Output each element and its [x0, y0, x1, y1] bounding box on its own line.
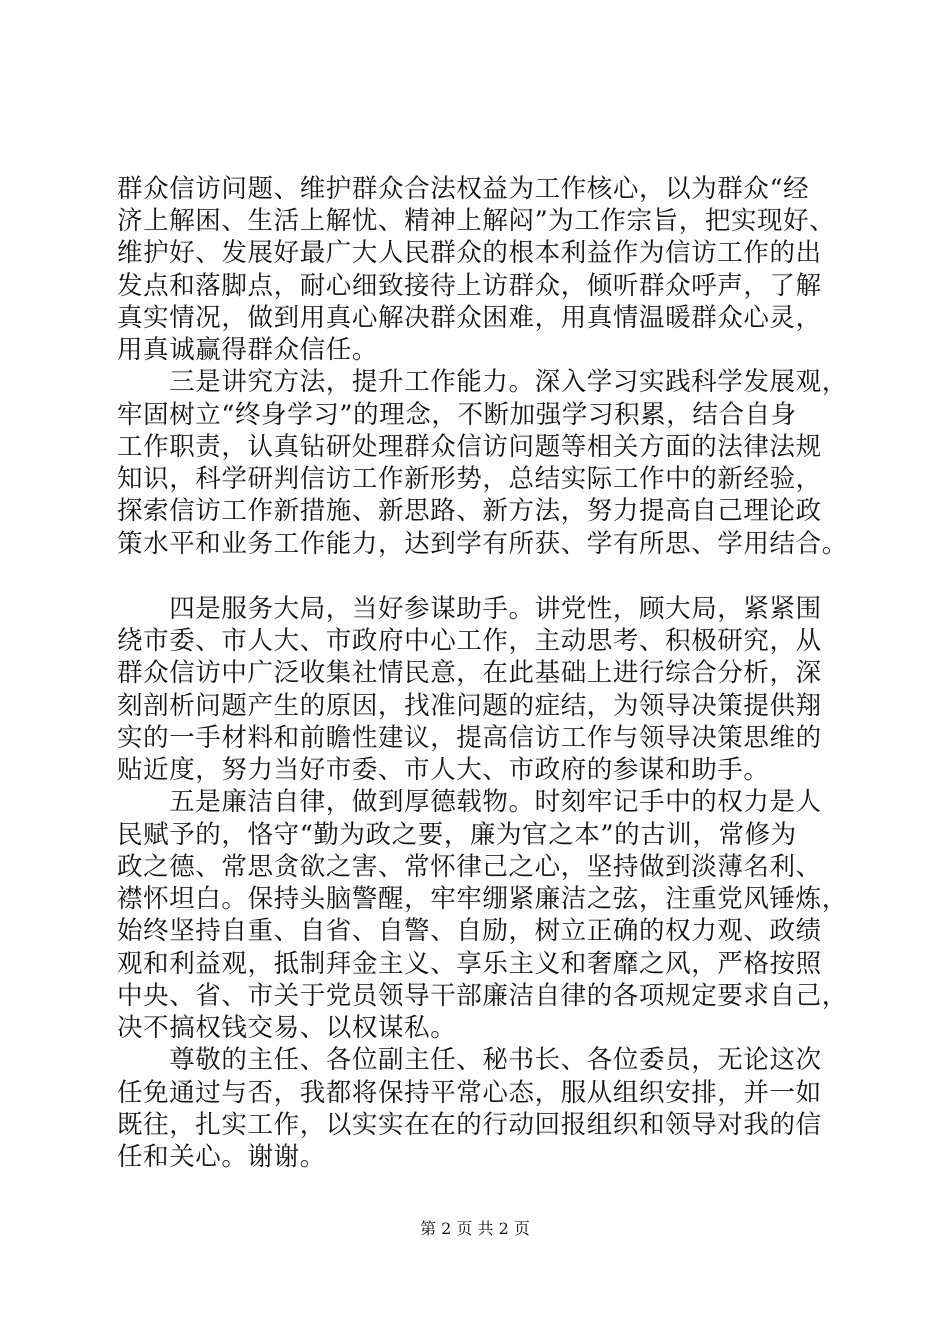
- body-line: 策水平和业务工作能力，达到学有所获、学有所思、学用结合。: [117, 529, 848, 559]
- body-line: 中央、省、市关于党员领导干部廉洁自律的各项规定要求自己，: [117, 981, 848, 1011]
- body-line: 用真诚赢得群众信任。: [117, 335, 379, 365]
- body-line: 真实情况，做到用真心解决群众困难，用真情温暖群众心灵，: [117, 303, 822, 333]
- body-line: 维护好、发展好最广大人民群众的根本利益作为信访工作的出: [117, 238, 822, 268]
- body-line: 五是廉洁自律，做到厚德载物。时刻牢记手中的权力是人: [117, 787, 822, 817]
- body-line: 任免通过与否，我都将保持平常心态，服从组织安排，并一如: [117, 1078, 822, 1108]
- body-line: 任和关心。谢谢。: [117, 1142, 326, 1172]
- body-line: 决不搞权钱交易、以权谋私。: [117, 1013, 457, 1043]
- body-line: 发点和落脚点，耐心细致接待上访群众，倾听群众呼声，了解: [117, 271, 822, 301]
- body-line: 群众信访中广泛收集社情民意，在此基础上进行综合分析，深: [117, 658, 822, 688]
- body-line: 探索信访工作新措施、新思路、新方法，努力提高自己理论政: [117, 496, 822, 526]
- body-line: 实的一手材料和前瞻性建议，提高信访工作与领导决策思维的: [117, 723, 822, 753]
- body-line: 尊敬的主任、各位副主任、秘书长、各位委员，无论这次: [117, 1045, 822, 1075]
- body-line: 绕市委、市人大、市政府中心工作，主动思考、积极研究，从: [117, 626, 822, 656]
- body-line: 既往，扎实工作，以实实在在的行动回报组织和领导对我的信: [117, 1110, 822, 1140]
- body-line: 刻剖析问题产生的原因，找准问题的症结，为领导决策提供翔: [117, 691, 822, 721]
- body-line: 牢固树立“终身学习”的理念，不断加强学习积累，结合自身: [117, 400, 797, 430]
- body-line: 贴近度，努力当好市委、市人大、市政府的参谋和助手。: [117, 755, 770, 785]
- body-line: 观和利益观，抵制拜金主义、享乐主义和奢靡之风，严格按照: [117, 949, 822, 979]
- body-line: 济上解困、生活上解忧、精神上解闷”为工作宗旨，把实现好、: [117, 206, 836, 236]
- body-line: 政之德、常思贪欲之害、常怀律己之心，坚持做到淡薄名利、: [117, 852, 822, 882]
- body-line: 群众信访问题、维护群众合法权益为工作核心，以为群众“经: [117, 174, 810, 204]
- page-footer: 第 2 页 共 2 页: [420, 1219, 530, 1238]
- body-line: 知识，科学研判信访工作新形势，总结实际工作中的新经验，: [117, 464, 822, 494]
- body-line: 民赋予的，恪守“勤为政之要，廉为官之本”的古训，常修为: [117, 820, 797, 850]
- body-line: 三是讲究方法，提升工作能力。深入学习实践科学发展观，: [117, 367, 848, 397]
- body-line: 始终坚持自重、自省、自警、自励，树立正确的权力观、政绩: [117, 916, 822, 946]
- body-line: 襟怀坦白。保持头脑警醒，牢牢绷紧廉洁之弦，注重党风锤炼，: [117, 884, 848, 914]
- body-line: 工作职责，认真钻研处理群众信访问题等相关方面的法律法规: [117, 432, 822, 462]
- body-line: 四是服务大局，当好参谋助手。讲党性，顾大局，紧紧围: [117, 594, 822, 624]
